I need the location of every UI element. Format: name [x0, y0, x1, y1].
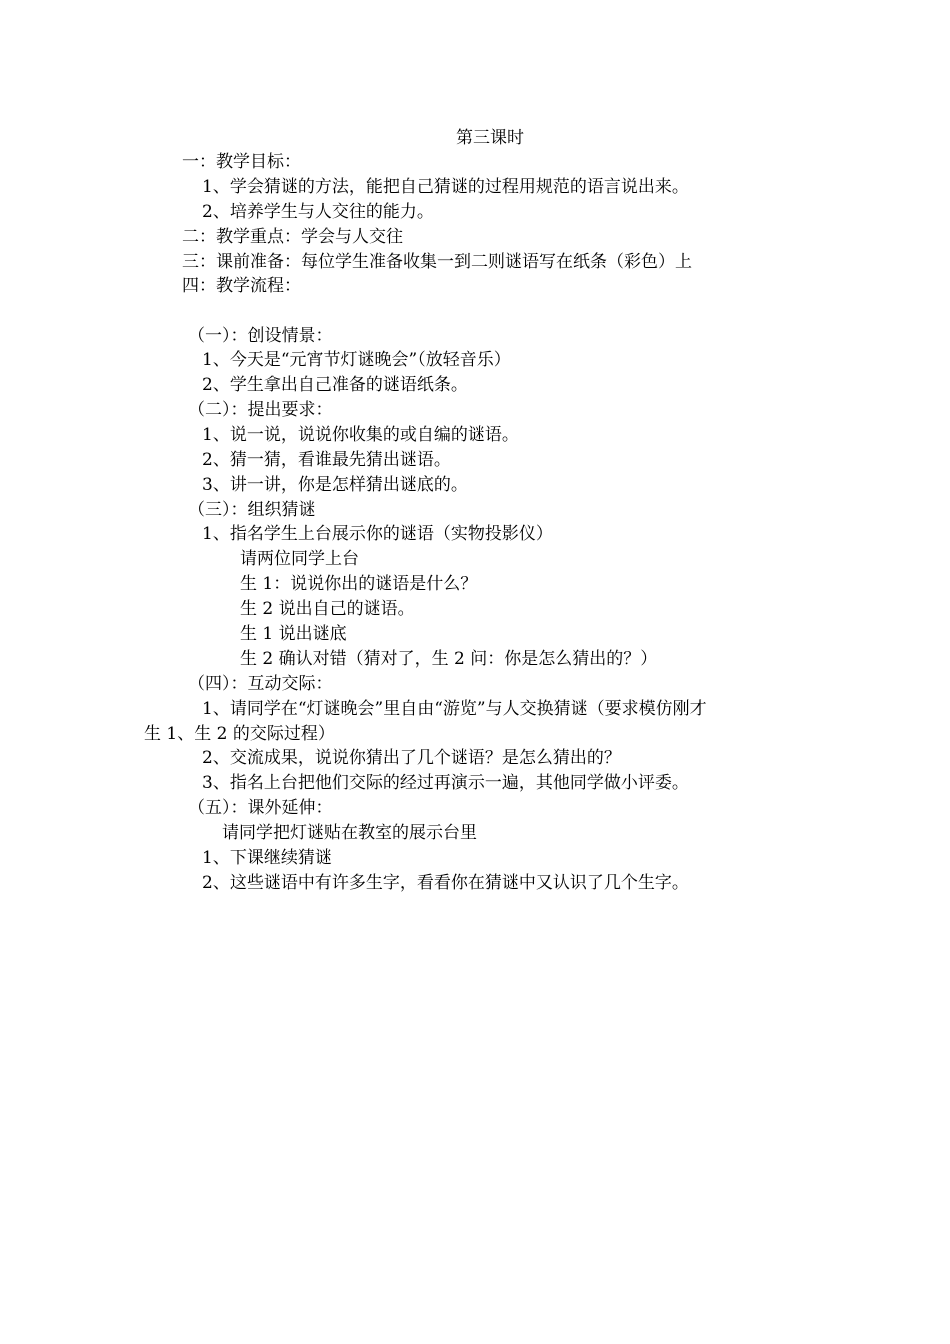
section-heading-preparation: 三：课前准备：每位学生准备收集一到二则谜语写在纸条（彩色）上 — [182, 252, 692, 272]
step-4-item-1: 1、请同学在“灯谜晚会”里自由“游览”与人交换猜谜（要求模仿刚才 — [202, 699, 707, 719]
step-3-sub-3: 生 2 说出自己的谜语。 — [240, 599, 415, 619]
step-3-sub-2: 生 1：说说你出的谜语是什么？ — [240, 574, 478, 594]
page-title: 第三课时 — [456, 128, 524, 148]
step-heading-4: （四）：互动交际： — [188, 674, 333, 694]
step-1-item-2: 2、学生拿出自己准备的谜语纸条。 — [202, 375, 468, 395]
section-heading-objectives: 一：教学目标： — [182, 152, 301, 172]
section-heading-focus: 二：教学重点：学会与人交往 — [182, 227, 403, 247]
step-5-intro: 请同学把灯谜贴在教室的展示台里 — [222, 823, 477, 843]
step-heading-5: （五）：课外延伸： — [188, 798, 333, 818]
objective-item-1: 1、学会猜谜的方法，能把自己猜谜的过程用规范的语言说出来。 — [202, 177, 689, 197]
step-4-item-1-continued: 生 1、生 2 的交际过程） — [144, 724, 335, 744]
step-4-item-2: 2、交流成果，说说你猜出了几个谜语？是怎么猜出的？ — [202, 748, 621, 768]
step-5-item-1: 1、下课继续猜谜 — [202, 848, 332, 868]
step-4-item-3: 3、指名上台把他们交际的经过再演示一遍，其他同学做小评委。 — [202, 773, 689, 793]
step-2-item-3: 3、讲一讲，你是怎样猜出谜底的。 — [202, 475, 468, 495]
step-2-item-1: 1、说一说，说说你收集的或自编的谜语。 — [202, 425, 519, 445]
step-3-sub-1: 请两位同学上台 — [240, 549, 359, 569]
step-3-item-1: 1、指名学生上台展示你的谜语（实物投影仪） — [202, 524, 553, 544]
step-heading-3: （三）：组织猜谜 — [188, 500, 316, 520]
step-3-sub-4: 生 1 说出谜底 — [240, 624, 347, 644]
section-heading-process: 四：教学流程： — [182, 276, 301, 296]
step-heading-2: （二）：提出要求： — [188, 400, 333, 420]
step-3-sub-5: 生 2 确认对错（猜对了，生 2 问：你是怎么猜出的？） — [240, 649, 658, 669]
step-heading-1: （一）：创设情景： — [188, 326, 333, 346]
step-1-item-1: 1、今天是“元宵节灯谜晚会”（放轻音乐） — [202, 350, 511, 370]
step-5-item-2: 2、这些谜语中有许多生字，看看你在猜谜中又认识了几个生字。 — [202, 873, 689, 893]
step-2-item-2: 2、猜一猜，看谁最先猜出谜语。 — [202, 450, 451, 470]
objective-item-2: 2、培养学生与人交往的能力。 — [202, 202, 434, 222]
